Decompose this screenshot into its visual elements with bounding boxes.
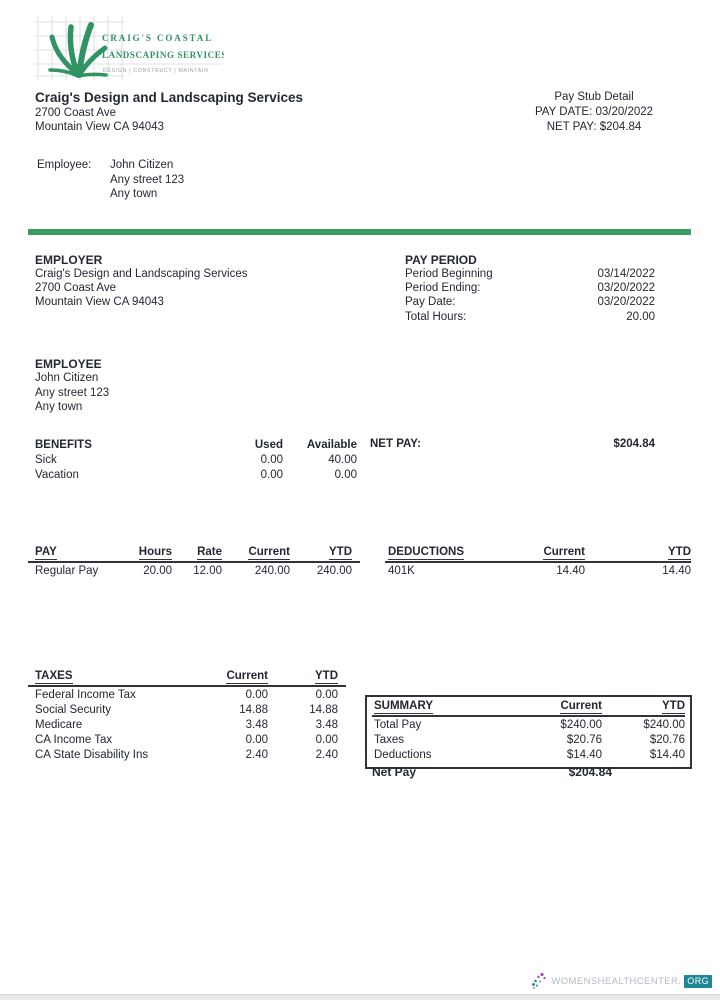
benefits-col-used: Used	[254, 439, 283, 451]
employee-section-street: Any street 123	[35, 387, 110, 399]
employee-section	[35, 357, 109, 414]
tax-label: Social Security	[35, 704, 112, 716]
tax-label: CA State Disability Ins	[35, 749, 149, 761]
footer-dots-icon	[531, 972, 548, 990]
benefits-col-available: Available	[306, 439, 357, 451]
summary-current: $240.00	[560, 719, 602, 731]
summary-label: Deductions	[374, 749, 432, 761]
net-pay-banner-value: $204.84	[613, 438, 655, 450]
tax-current: 0.00	[245, 689, 268, 701]
summary-col-current: Current	[560, 700, 602, 712]
pay-period-label: Period Ending:	[405, 282, 481, 295]
summary-ytd: $14.40	[649, 749, 685, 761]
pay-col-rate: Rate	[197, 546, 222, 558]
pay-period-label: Period Beginning	[405, 268, 493, 280]
benefits-table	[35, 438, 357, 483]
deductions-col-current: Current	[543, 546, 585, 558]
employee-section-name: John Citizen	[35, 372, 99, 384]
tax-ytd: 0.00	[315, 689, 338, 701]
benefit-used: 0.00	[260, 469, 283, 481]
pay-period-value: 20.00	[626, 310, 655, 323]
company-header	[35, 90, 303, 134]
tax-current: 0.00	[245, 734, 268, 746]
summary-ytd: $240.00	[643, 719, 685, 731]
paystub-title: Pay Stub Detail	[554, 91, 634, 103]
employer-address-line2: Mountain View CA 94043	[35, 296, 164, 308]
taxes-col-ytd: YTD	[315, 670, 338, 682]
summary-label: Taxes	[374, 734, 405, 746]
pay-row-ytd: 240.00	[316, 565, 352, 577]
net-pay-banner-label: NET PAY:	[370, 438, 421, 450]
tax-label: Federal Income Tax	[35, 689, 136, 701]
company-address-line2: Mountain View CA 94043	[35, 121, 164, 133]
pay-period-value: 03/14/2022	[597, 268, 655, 280]
employee-label: Employee:	[37, 159, 92, 171]
tax-label: Medicare	[35, 719, 83, 731]
pay-table-header	[28, 546, 360, 563]
taxes-heading: TAXES	[35, 670, 73, 682]
employee-town: Any town	[110, 188, 158, 200]
tax-current: 3.48	[245, 719, 268, 731]
deductions-table	[385, 546, 691, 578]
tax-ytd: 2.40	[315, 749, 338, 761]
deduction-ytd: 14.40	[662, 565, 691, 577]
tax-ytd: 3.48	[315, 719, 338, 731]
pay-row-hours: 20.00	[143, 565, 172, 577]
net-pay-banner	[370, 438, 655, 450]
pay-table-row	[28, 563, 360, 578]
pay-col-pay: PAY	[35, 546, 57, 558]
employer-name: Craig's Design and Landscaping Services	[35, 268, 248, 280]
tax-current: 14.88	[239, 704, 268, 716]
net-pay-final-value: $204.84	[568, 765, 612, 779]
paystub-header	[488, 90, 700, 135]
summary-ytd: $20.76	[649, 734, 685, 746]
employer-address-line1: 2700 Coast Ave	[35, 282, 116, 294]
benefit-label: Sick	[35, 453, 57, 466]
company-name: Craig's Design and Landscaping Services	[35, 90, 304, 105]
summary-col-ytd: YTD	[662, 700, 685, 712]
benefit-available: 40.00	[328, 453, 357, 466]
deduction-label: 401K	[388, 565, 415, 577]
taxes-header	[28, 670, 346, 687]
deductions-header	[385, 546, 691, 563]
employer-section	[35, 253, 248, 309]
pay-col-current: Current	[248, 546, 290, 558]
summary-current: $14.40	[566, 749, 602, 761]
paystub-net-pay: NET PAY: $204.84	[546, 121, 642, 133]
green-divider	[28, 229, 691, 235]
employer-heading: EMPLOYER	[35, 253, 103, 267]
tax-ytd: 0.00	[315, 734, 338, 746]
employee-address-lines	[110, 158, 184, 202]
footer-org-badge: ORG	[684, 975, 712, 988]
deductions-row	[385, 563, 691, 578]
pay-row-label: Regular Pay	[35, 565, 99, 577]
tax-current: 2.40	[245, 749, 268, 761]
company-address-line1: 2700 Coast Ave	[35, 107, 116, 119]
tax-label: CA Income Tax	[35, 734, 113, 746]
employee-section-heading: EMPLOYEE	[35, 357, 102, 371]
benefit-label: Vacation	[35, 469, 79, 481]
company-logo	[32, 14, 224, 87]
pay-row-rate: 12.00	[193, 565, 222, 577]
pay-table	[28, 546, 360, 578]
benefit-used: 0.00	[260, 453, 283, 466]
deductions-col-ytd: YTD	[668, 546, 691, 558]
employee-section-town: Any town	[35, 401, 83, 413]
benefits-heading: BENEFITS	[35, 439, 92, 451]
pay-period-value: 03/20/2022	[597, 282, 655, 295]
deduction-current: 14.40	[556, 565, 585, 577]
summary-current: $20.76	[566, 734, 602, 746]
pay-period-label: Pay Date:	[405, 296, 456, 309]
summary-box	[365, 695, 692, 769]
pay-row-current: 240.00	[254, 565, 290, 577]
pay-period-label: Total Hours:	[405, 310, 467, 323]
page-bottom-edge	[0, 994, 720, 1000]
logo-graphic	[32, 14, 224, 82]
net-pay-final-label: Net Pay	[372, 765, 417, 779]
pay-period-row	[405, 310, 655, 324]
benefit-available: 0.00	[334, 469, 357, 481]
summary-heading: SUMMARY	[374, 700, 433, 712]
footer-site-name: WOMENSHEALTHCENTER.	[551, 975, 682, 987]
pay-col-hours: Hours	[138, 546, 172, 558]
employee-street: Any street 123	[110, 173, 185, 186]
employee-name: John Citizen	[110, 159, 174, 171]
tax-ytd: 14.88	[309, 704, 338, 716]
deductions-heading: DEDUCTIONS	[388, 546, 465, 558]
logo-plant	[50, 25, 106, 76]
paystub-pay-date: PAY DATE: 03/20/2022	[534, 106, 654, 118]
summary-header	[372, 700, 685, 717]
taxes-rows	[28, 687, 346, 763]
employee-address-block	[37, 158, 184, 202]
logo-line1: CRAIG'S COASTAL	[102, 33, 214, 43]
pay-period-row	[405, 281, 655, 295]
summary-label: Total Pay	[374, 719, 422, 731]
taxes-col-current: Current	[226, 670, 268, 682]
logo-line2: LANDSCAPING SERVICES	[102, 50, 224, 60]
pay-period-row	[405, 267, 655, 281]
summary-rows	[372, 717, 685, 763]
logo-tagline: DESIGN | CONSTRUCT | MAINTAIN	[103, 68, 209, 74]
net-pay-final	[372, 765, 612, 779]
pay-period-row	[405, 295, 655, 309]
pay-period-section	[405, 253, 655, 324]
pay-col-ytd: YTD	[329, 546, 352, 558]
pay-period-heading: PAY PERIOD	[405, 253, 477, 267]
footer-watermark	[531, 972, 712, 990]
pay-period-value: 03/20/2022	[597, 296, 655, 309]
taxes-table	[28, 670, 346, 763]
